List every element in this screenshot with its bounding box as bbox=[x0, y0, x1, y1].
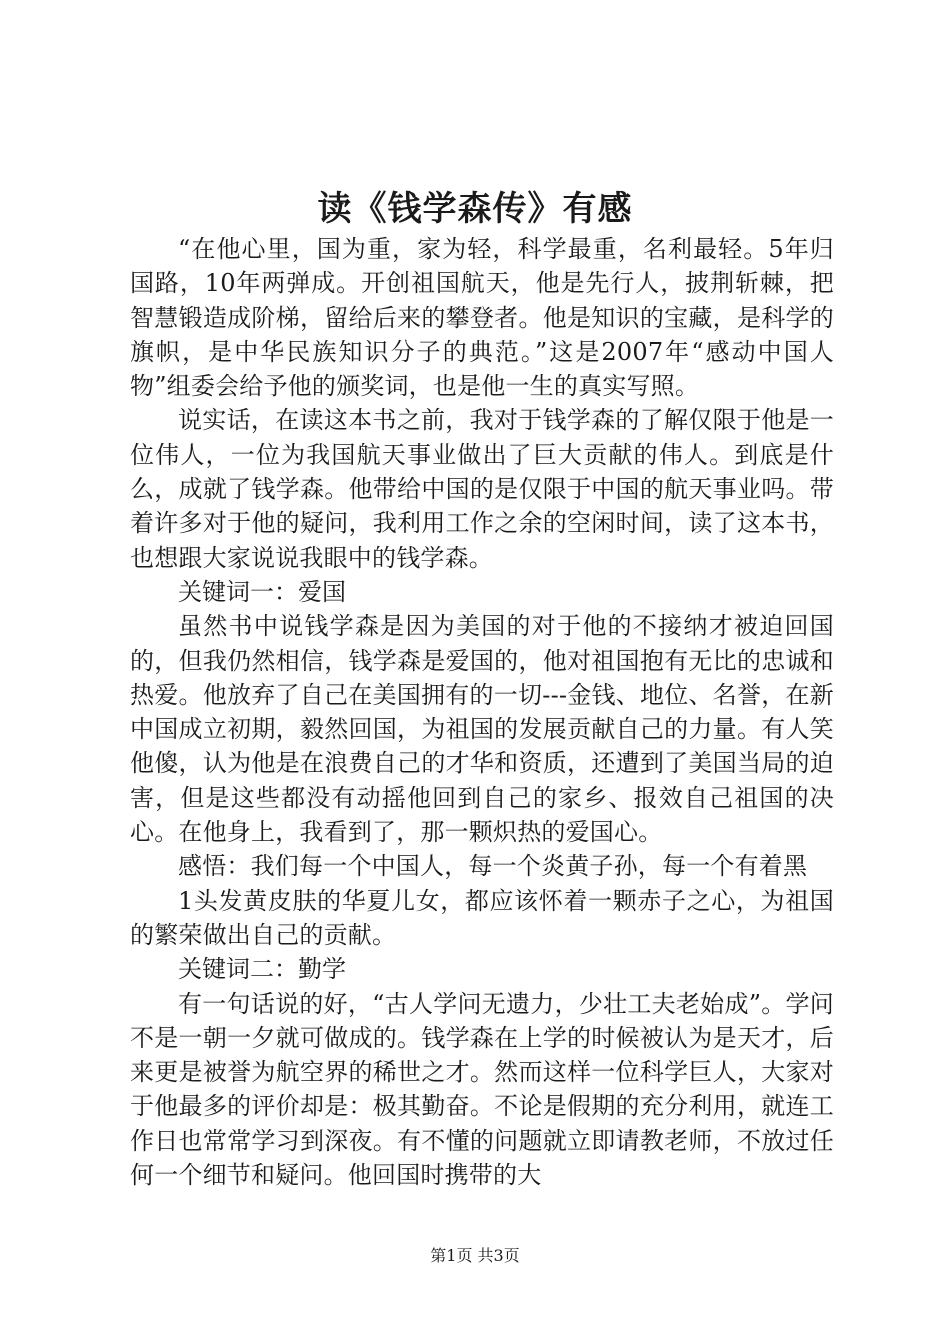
paragraph-award-quote: “在他心里，国为重，家为轻，科学最重，名利最轻。5年归国路，10年两弹成。开创祖国航天，他是先行人，披荆斩棘，把智慧锻造成阶梯，留给后来的攀登者。他是知识的宝藏，是科学的旗帜，是中华民族知识分子的典范。”这是2007年“感动中国人物”组委会给予他的颁奖词，也是他一生的真实写照。 bbox=[130, 235, 834, 401]
paragraph-introduction: 说实话，在读这本书之前，我对于钱学森的了解仅限于他是一位伟人，一位为我国航天事业做出了巨大贡献的伟人。到底是什么，成就了钱学森。他带给中国的是仅限于中国的航天事业吗。带着许多对于他的疑问，我利用工作之余的空闲时间，读了这本书，也想跟大家说说我眼中的钱学森。 bbox=[130, 406, 834, 572]
paragraph-reflection: 感悟：我们每一个中国人，每一个炎黄子孙，每一个有着黑 bbox=[178, 852, 808, 881]
document-title: 读《钱学森传》有感 bbox=[317, 189, 633, 229]
paragraph-patriotism: 虽然书中说钱学森是因为美国的对于他的不接纳才被迫回国的，但我仍然相信，钱学森是爱国的，他对祖国抱有无比的忠诚和热爱。他放弃了自己在美国拥有的一切---金钱、地位、名誉，在新中国成立初期，毅然回国，为祖国的发展贡献自己的力量。有人笑他傻，认为他是在浪费自己的才华和资质，还遭到了美国当局的迫害，但是这些都没有动摇他回到自己的家乡、报效自己祖国的决心。在他身上，我看到了，那一颗炽热的爱国心。 bbox=[130, 612, 834, 847]
paragraph-reflection-continued: 1头发黄皮肤的华夏儿女，都应该怀着一颗赤子之心，为祖国的繁荣做出自己的贡献。 bbox=[130, 886, 834, 949]
keyword-heading-patriotism: 关键词一：爱国 bbox=[178, 577, 346, 606]
keyword-heading-diligence: 关键词二：勤学 bbox=[178, 955, 346, 984]
document-body bbox=[130, 232, 834, 1192]
page-footer: 第1页 共3页 bbox=[430, 1246, 520, 1265]
paragraph-diligence: 有一句话说的好，“古人学问无遗力，少壮工夫老始成”。学问不是一朝一夕就可做成的。钱学森在上学的时候被认为是天才，后来更是被誉为航空界的稀世之才。然而这样一位科学巨人，大家对于他最多的评价却是：极其勤奋。不论是假期的充分利用，就连工作日也常常学习到深夜。有不懂的问题就立即请教老师，不放过任何一个细节和疑问。他回国时携带的大 bbox=[130, 989, 834, 1190]
